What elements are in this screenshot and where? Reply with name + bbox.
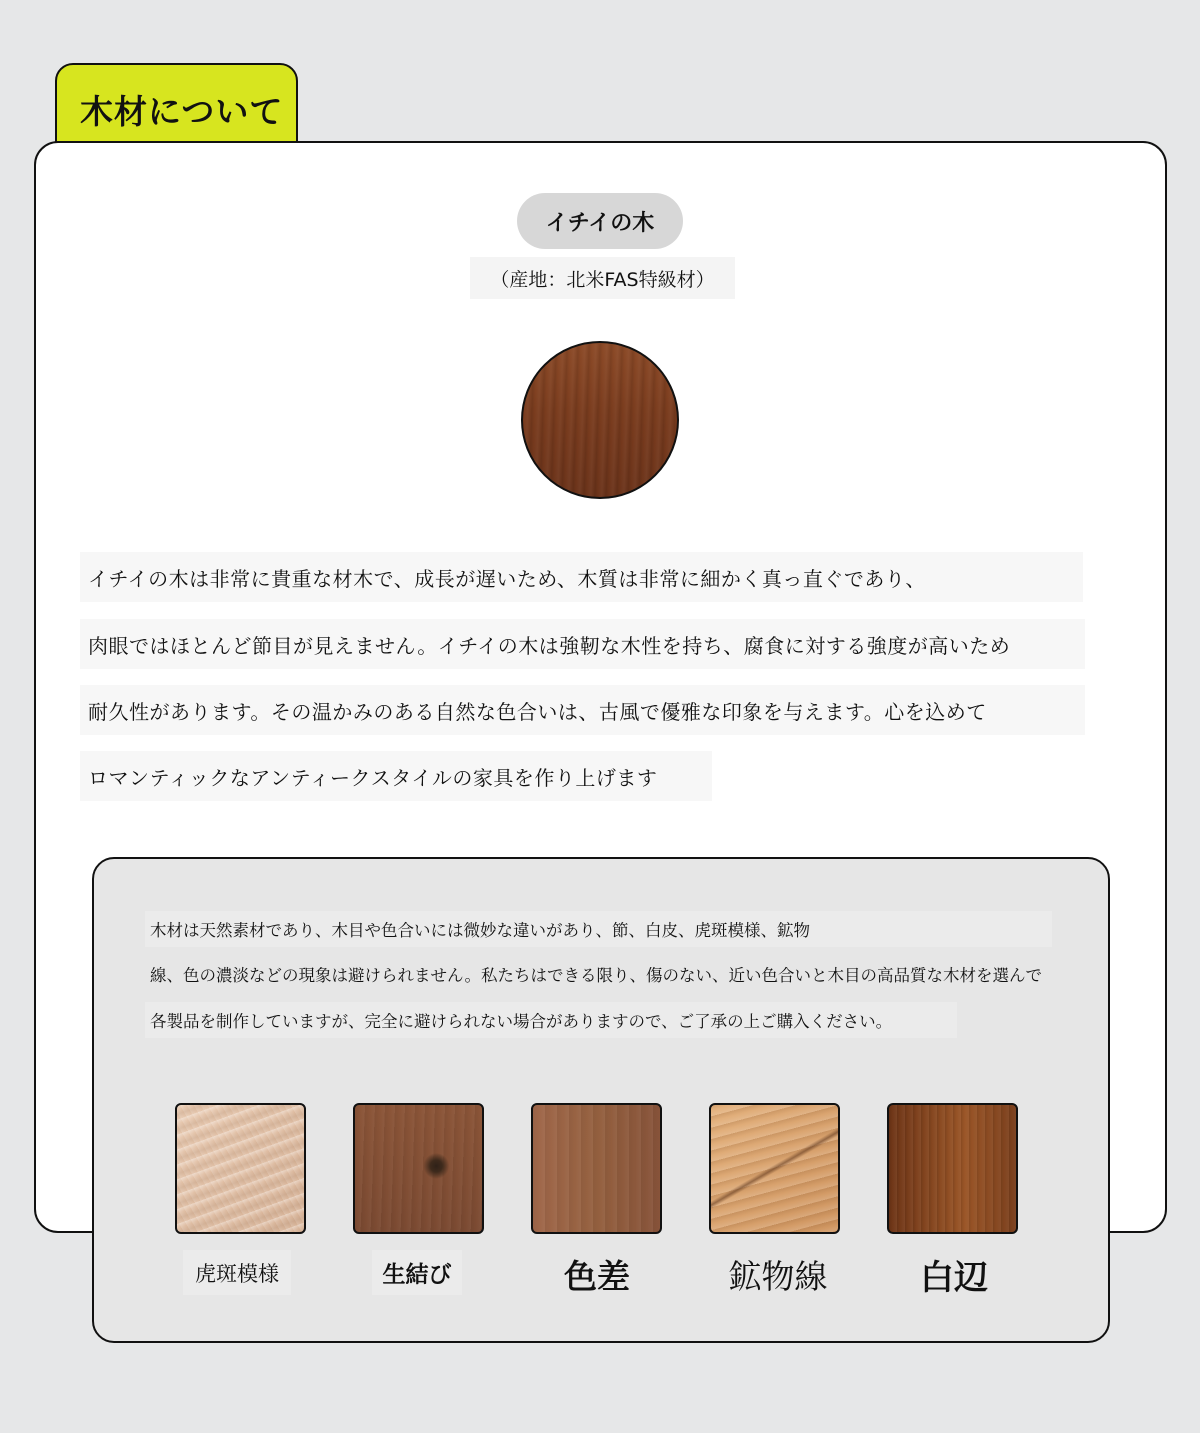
wood-name-badge [517, 193, 683, 249]
mineral-streak-sample-image [709, 1103, 840, 1234]
wood-sample-image [521, 341, 679, 499]
wood-origin: （産地：北米FAS特級材） [470, 257, 735, 299]
description-line: ロマンティックなアンティークスタイルの家具を作り上げます [80, 751, 712, 801]
sample-label: 生結び [372, 1250, 462, 1295]
tiger-stripe-sample-image [175, 1103, 306, 1234]
description-line: イチイの木は非常に貴重な材木で、成長が遅いため、木質は非常に細かく真っ直ぐであり、 [80, 552, 1083, 602]
sample-label: 鉱物線 [728, 1256, 828, 1296]
notice-line: 各製品を制作していますが、完全に避けられない場合がありますので、ご了承の上ご購入ください。 [145, 1002, 957, 1038]
notice-line: 木材は天然素材であり、木目や色合いには微妙な違いがあり、節、白皮、虎斑模様、鉱物 [145, 911, 1052, 947]
wood-name: イチイの木 [545, 210, 655, 236]
sample-label: 色差 [564, 1256, 630, 1296]
sapwood-sample-image [887, 1103, 1018, 1234]
knot-sample-image [353, 1103, 484, 1234]
description-line: 肉眼ではほとんど節目が見えません。イチイの木は強靭な木性を持ち、腐食に対する強度が高いため [80, 619, 1085, 669]
section-title: 木材について [80, 92, 284, 131]
description-line: 耐久性があります。その温かみのある自然な色合いは、古風で優雅な印象を与えます。心を込めて [80, 685, 1085, 735]
sample-label: 虎斑模様 [183, 1250, 291, 1295]
sample-label: 白辺 [920, 1257, 988, 1298]
color-difference-sample-image [531, 1103, 662, 1234]
notice-line: 線、色の濃淡などの現象は避けられません。私たちはできる限り、傷のない、近い色合いと木目の高品質な木材を選んで [150, 966, 1042, 985]
